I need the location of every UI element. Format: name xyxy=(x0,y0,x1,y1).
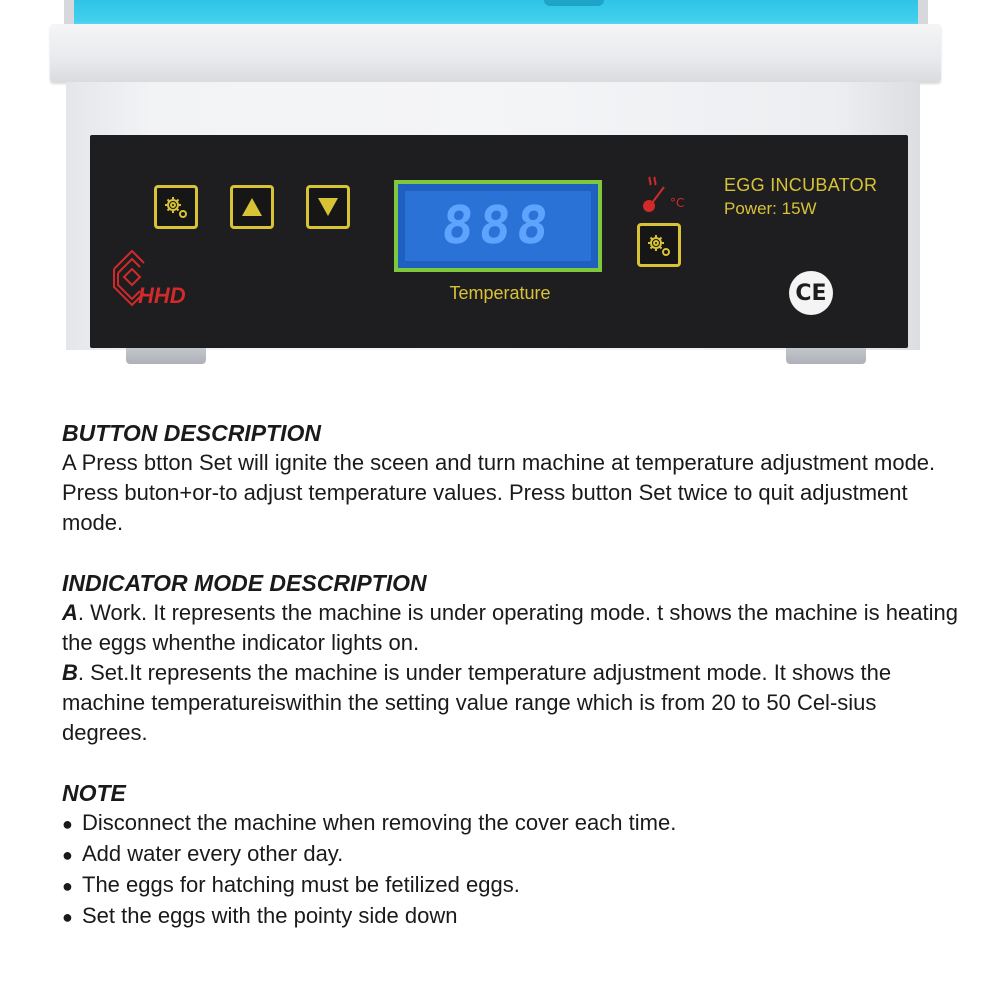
display-digits: 888 xyxy=(438,196,558,256)
thermometer-icon xyxy=(638,173,688,213)
temperature-display xyxy=(394,180,602,272)
indicator-description-heading: INDICATOR MODE DESCRIPTION xyxy=(62,570,427,596)
indicator-mode-b xyxy=(62,658,962,748)
note-list xyxy=(62,808,962,932)
bullet-icon: ● xyxy=(62,876,73,896)
mode-letter: A xyxy=(62,600,78,625)
lid-knob xyxy=(544,0,604,6)
list-item xyxy=(62,901,962,932)
description-section xyxy=(62,418,962,932)
brand-name: HHD xyxy=(138,283,186,308)
note-text: Set the eggs with the pointy side down xyxy=(82,903,458,928)
list-item xyxy=(62,839,962,870)
gear-icon xyxy=(161,192,191,222)
note-text: The eggs for hatching must be fetilized eggs. xyxy=(82,872,520,897)
triangle-down-icon xyxy=(315,194,341,220)
incubator-photo xyxy=(0,0,1001,380)
note-text: Add water every other day. xyxy=(82,841,344,866)
mode-letter: B xyxy=(62,660,78,685)
mode-text: . Work. It represents the machine is under operating mode. t shows the machine is heating the eggs whenthe indicator lights on. xyxy=(62,600,958,655)
bullet-icon: ● xyxy=(62,907,73,927)
button-description-heading: BUTTON DESCRIPTION xyxy=(62,420,321,446)
temp-unit: °C xyxy=(670,196,685,210)
list-item xyxy=(62,808,962,839)
gear-icon xyxy=(644,230,674,260)
incubator-rim xyxy=(50,24,941,82)
note-text: Disconnect the machine when removing the cover each time. xyxy=(82,810,677,835)
button-description-text: A Press btton Set will ignite the sceen and turn machine at temperature adjustment mode. Press buton+or-to adjust temperature values. Press button Set twice to quit adjustment mode. xyxy=(62,450,936,535)
display-screen xyxy=(405,191,591,261)
set-button[interactable] xyxy=(154,185,198,229)
note-heading: NOTE xyxy=(62,780,126,806)
set-indicator-button[interactable] xyxy=(637,223,681,267)
ce-mark-icon: CE xyxy=(789,271,833,315)
triangle-up-icon xyxy=(239,194,265,220)
list-item xyxy=(62,870,962,901)
control-panel xyxy=(90,135,908,348)
product-title: EGG INCUBATOR xyxy=(724,175,878,195)
bullet-icon: ● xyxy=(62,845,73,865)
down-button[interactable] xyxy=(306,185,350,229)
display-caption: Temperature xyxy=(449,283,551,303)
up-button[interactable] xyxy=(230,185,274,229)
mode-text: . Set.It represents the machine is under temperature adjustment mode. It shows the machine temperatureiswithin the setting value range which is from 20 to 50 Cel-sius degrees. xyxy=(62,660,892,745)
indicator-mode-a xyxy=(62,598,962,658)
bullet-icon: ● xyxy=(62,814,73,834)
product-power: Power: 15W xyxy=(724,199,817,218)
